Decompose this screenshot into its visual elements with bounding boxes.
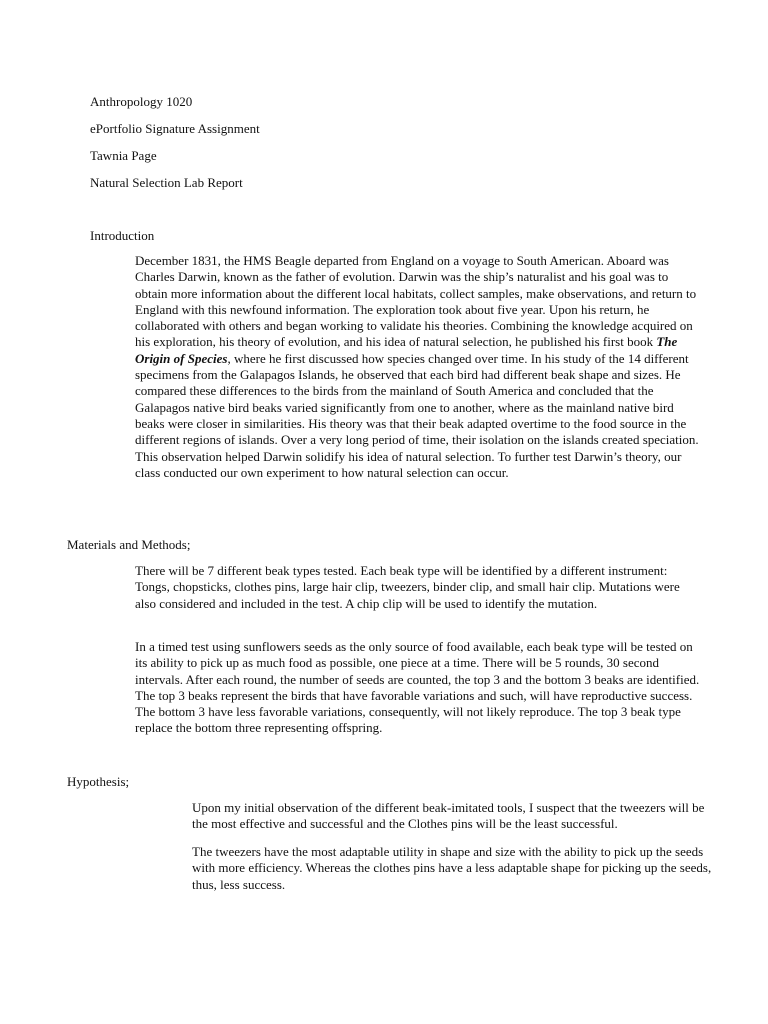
methods-paragraph-1: There will be 7 different beak types tested. Each beak type will be identified by a different instrument: Tongs, chopsticks, clothes pins, large hair clip, tweezers, binder clip, and small hair clip. Mutations were also considered and included in the test. A chip clip will be used to identify the mutation. <box>135 563 680 611</box>
course-line: Anthropology 1020 <box>90 94 193 109</box>
intro-text-part-1: December 1831, the HMS Beagle departed from England on a voyage to South American. Aboard was Charles Darwin, known as the father of evolution. Darwin was the ship’s naturalist and his goal was to obtain more information about the different local habitats, collect samples, make observations, and return to England with this newfound information. The exploration took about five year. Upon his return, he collaborated with others and began working to validate his theories. Combining the knowledge acquired on his exploration, his theory of evolution, and his idea of natural selection, he published his first book <box>135 253 697 350</box>
intro-text-part-2: , where he first discussed how species changed over time. In his study of the 14 different specimens from the Galapagos Islands, he observed that each bird had different beak shape and sizes. He compared these differences to the birds from the mainland of South America and concluded that the Galapagos native bird beaks varied significantly from one to another, where as the mainland native bird beaks were closer in similarities. His theory was that their beak adapted overtime to the food source in the different regions of islands. Over a very long period of time, their isolation on the islands created speciation. This observation helped Darwin solidify his idea of natural selection. To further test Darwin’s theory, our class conducted our own experiment to how natural selection can occur. <box>135 350 699 480</box>
author-line: Tawnia Page <box>90 148 157 163</box>
report-title-line: Natural Selection Lab Report <box>90 175 243 190</box>
introduction-paragraph <box>135 253 703 481</box>
assignment-line: ePortfolio Signature Assignment <box>90 121 260 136</box>
introduction-heading: Introduction <box>90 228 155 243</box>
materials-methods-heading: Materials and Methods; <box>67 537 191 552</box>
hypothesis-heading: Hypothesis; <box>67 774 130 789</box>
book-title: The Origin of Species <box>135 334 678 366</box>
hypothesis-paragraph-1: Upon my initial observation of the different beak-imitated tools, I suspect that the tweezers will be the most effective and successful and the Clothes pins will be the least successful. <box>192 800 705 832</box>
methods-paragraph-2: In a timed test using sunflowers seeds as the only source of food available, each beak type will be tested on its ability to pick up as much food as possible, one piece at a time. There will be 5 rounds, 30 second intervals. After each round, the number of seeds are counted, the top 3 and the bottom 3 beaks are identified. The top 3 beaks represent the birds that have favorable variations and such, will have reproductive success. The bottom 3 have less favorable variations, consequently, will not likely reproduce. The top 3 beak type replace the bottom three representing offspring. <box>135 639 700 736</box>
hypothesis-paragraph-2: The tweezers have the most adaptable utility in shape and size with the ability to pick up the seeds with more efficiency. Whereas the clothes pins have a less adaptable shape for picking up the seeds, thus, less success. <box>192 844 712 892</box>
